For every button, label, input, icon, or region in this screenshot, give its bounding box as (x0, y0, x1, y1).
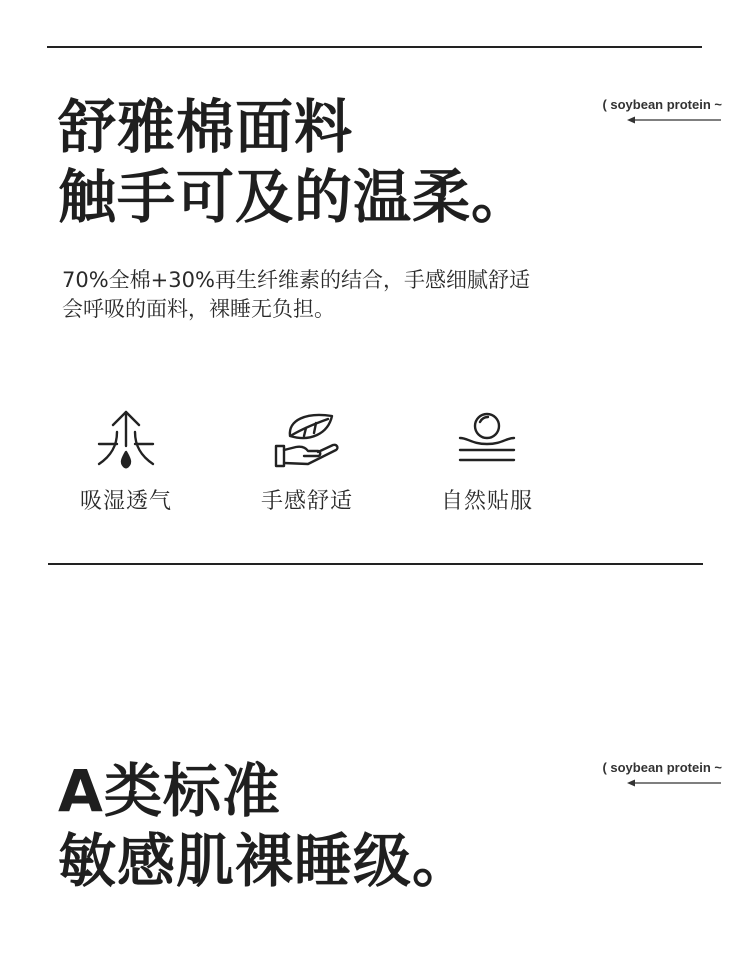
left-arrow-icon (627, 779, 721, 787)
ball-on-surface-icon (454, 406, 520, 472)
leaf-hand-icon (272, 406, 342, 472)
description-line1: 70%全棉+30%再生纤维素的结合，手感细腻舒适 (62, 268, 530, 292)
feature-fit (417, 406, 557, 515)
feature-breathable-label: 吸湿透气 (79, 489, 172, 514)
section2-tag-text: ( soybean protein ~ (602, 760, 722, 775)
breathable-moisture-icon (93, 406, 159, 472)
section2-headline-line2: 敏感肌裸睡级。 (58, 827, 472, 895)
section1-tag-text: ( soybean protein ~ (602, 97, 722, 112)
middle-divider (48, 563, 703, 565)
left-arrow-icon (627, 116, 721, 124)
description-line2: 会呼吸的面料，裸睡无负担。 (62, 297, 335, 321)
section1-headline-line1: 舒雅棉面料 (58, 93, 354, 161)
section2-tag (572, 760, 722, 787)
feature-breathable (56, 406, 196, 515)
section1-tag (572, 97, 722, 124)
feature-fit-label: 自然贴服 (440, 489, 533, 514)
section1-description (62, 266, 530, 324)
section2-headline (58, 756, 471, 896)
section1-headline (58, 92, 530, 232)
top-divider (47, 46, 702, 48)
section1-headline-line2: 触手可及的温柔。 (58, 163, 531, 231)
feature-comfort (237, 406, 377, 515)
feature-comfort-label: 手感舒适 (260, 489, 353, 514)
section2-headline-line1: A类标准 (58, 757, 281, 825)
